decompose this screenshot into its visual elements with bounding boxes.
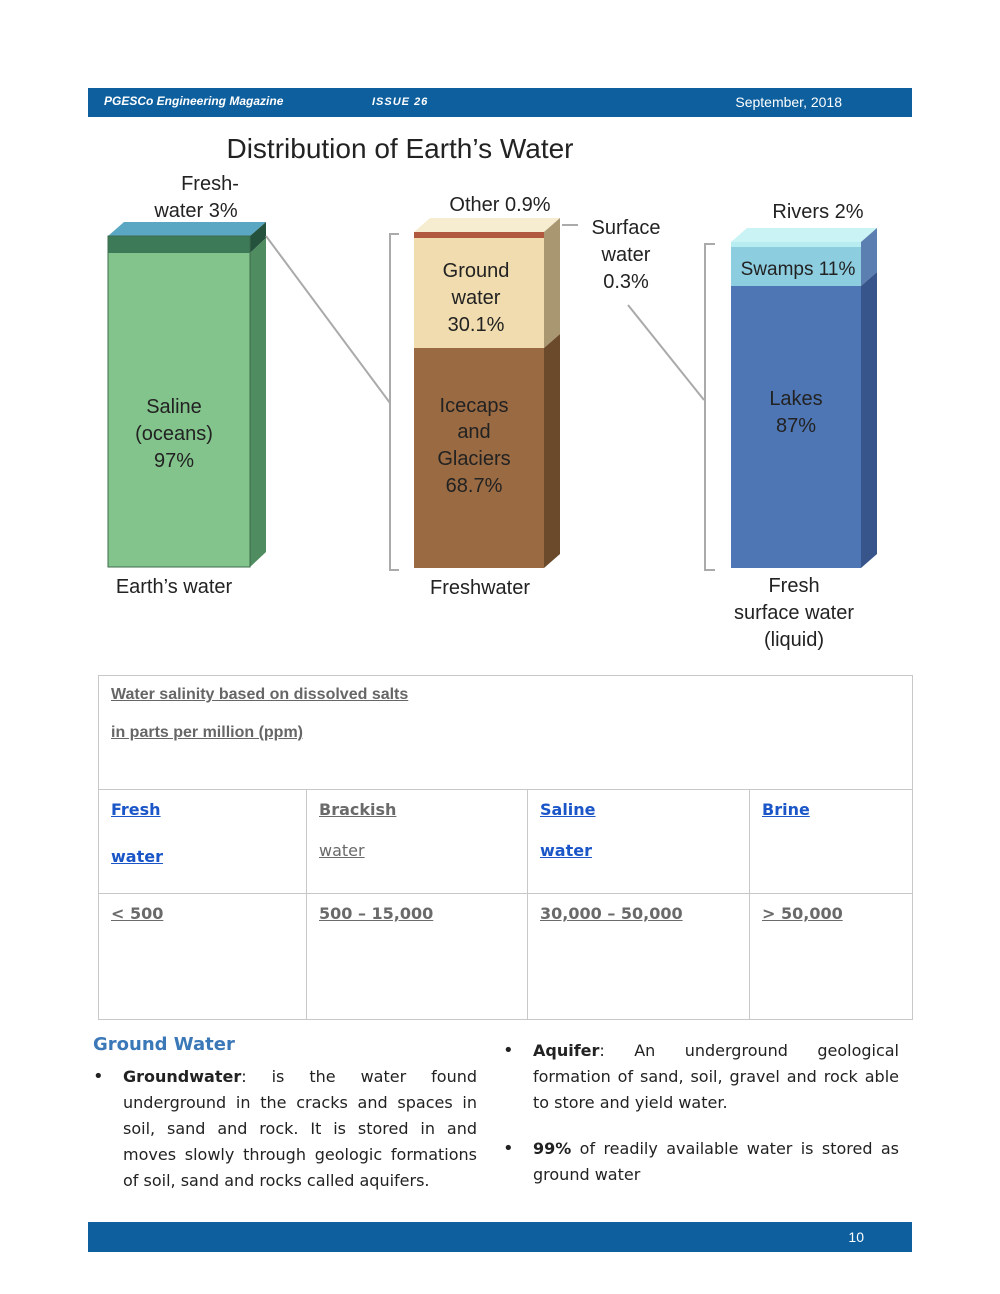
saline-side: [250, 238, 266, 567]
saline-label: Saline: [146, 396, 202, 418]
icecaps-percent: 68.7%: [445, 475, 503, 497]
ground-water-list-left: [93, 1064, 477, 1194]
swamps-label: Swamps 11%: [740, 259, 856, 280]
page-number: 10: [848, 1229, 864, 1245]
glaciers-label: Glaciers: [437, 448, 511, 470]
stat-term: 99%: [533, 1139, 572, 1158]
stat-text: of readily available water is stored as ground water: [533, 1139, 899, 1184]
surface-water-percent: 0.3%: [603, 271, 649, 293]
ground-water-list-right: [503, 1038, 899, 1188]
aquifer-term: Aquifer: [533, 1041, 600, 1060]
surface-water-caption-2: surface water: [733, 602, 855, 624]
header-saline-water[interactable]: [528, 790, 750, 894]
groundwater-side: [544, 218, 560, 348]
surface-water-label: Surface: [591, 217, 661, 239]
saline-water-link-2[interactable]: water: [540, 841, 592, 860]
water-distribution-figure: [88, 120, 912, 660]
bracket-surface-water: [705, 244, 715, 570]
magazine-header: [88, 88, 912, 117]
brine-link[interactable]: Brine: [762, 800, 810, 819]
lakes-percent: 87%: [775, 415, 817, 437]
page-footer: [88, 1222, 912, 1252]
value-brine: > 50,000: [750, 894, 913, 1020]
figure-title: Distribution of Earth’s Water: [226, 133, 574, 164]
fresh-water-link[interactable]: Fresh: [111, 800, 161, 819]
saline-sub-label: (oceans): [135, 423, 213, 445]
groundwater-definition: : is the water found underground in the cracks and spaces in soil, sand and rock. It is stored in and moves slowly through geologic formations of soil, sand and rocks called aquifers.: [123, 1067, 477, 1190]
saline-percent: 97%: [153, 450, 195, 472]
rivers-segment: [731, 242, 861, 247]
surface-water-sub-label: water: [601, 244, 651, 266]
bracket-freshwater: [390, 234, 399, 570]
groundwater-label: Ground: [442, 260, 510, 282]
groundwater-percent: 30.1%: [447, 314, 505, 336]
icecaps-and-label: and: [457, 421, 491, 443]
other-top-face: [414, 218, 560, 232]
magazine-name: PGESCo Engineering Magazine: [104, 94, 284, 108]
freshwater-caption: Freshwater: [429, 577, 531, 599]
connector-line-2: [628, 305, 704, 400]
stat-item: [503, 1136, 899, 1188]
aquifer-definition: : An underground geological formation of sand, soil, gravel and rock able to store and yield water.: [533, 1041, 899, 1112]
caption-line-2: in parts per million (ppm): [111, 724, 304, 741]
brackish-label-2: water: [319, 841, 365, 860]
value-fresh: < 500: [99, 894, 307, 1020]
other-segment: [414, 232, 544, 238]
earths-water-caption: Earth’s water: [115, 576, 233, 598]
icecaps-label: Icecaps: [439, 395, 509, 417]
salinity-table: [98, 675, 913, 1020]
rivers-label: Rivers 2%: [772, 201, 864, 223]
saline-water-link[interactable]: Saline: [540, 800, 596, 819]
groundwater-item: [93, 1064, 477, 1194]
header-brackish-water: [307, 790, 528, 894]
other-label: Other 0.9%: [449, 194, 551, 216]
icecaps-side: [544, 334, 560, 568]
groundwater-term: Groundwater: [123, 1067, 242, 1086]
aquifer-item: [503, 1038, 899, 1116]
salinity-table-caption: [99, 676, 913, 790]
freshwater-label: Fresh-: [181, 173, 239, 195]
connector-line-1: [266, 236, 390, 403]
ground-water-heading: Ground Water: [93, 1034, 235, 1055]
header-brine[interactable]: [750, 790, 913, 894]
freshwater-percent-label: water 3%: [154, 200, 238, 222]
lakes-label: Lakes: [769, 388, 823, 410]
issue-number: ISSUE 26: [372, 96, 429, 108]
lakes-side: [861, 272, 877, 568]
groundwater-sub-label: water: [451, 287, 501, 309]
freshwater-segment: [108, 236, 250, 253]
value-saline: 30,000 – 50,000: [528, 894, 750, 1020]
header-fresh-water[interactable]: [99, 790, 307, 894]
earths-water-bar: [108, 222, 266, 567]
surface-water-caption-3: (liquid): [763, 629, 825, 651]
caption-line-1: Water salinity based on dissolved salts: [111, 686, 409, 703]
value-brackish: 500 – 15,000: [307, 894, 528, 1020]
issue-date: September, 2018: [735, 94, 842, 110]
fresh-water-link-2[interactable]: water: [111, 847, 163, 866]
brackish-label: Brackish: [319, 800, 397, 819]
rivers-top-face: [731, 228, 877, 242]
freshwater-top-face: [108, 222, 266, 236]
surface-water-caption-1: Fresh: [768, 575, 820, 597]
